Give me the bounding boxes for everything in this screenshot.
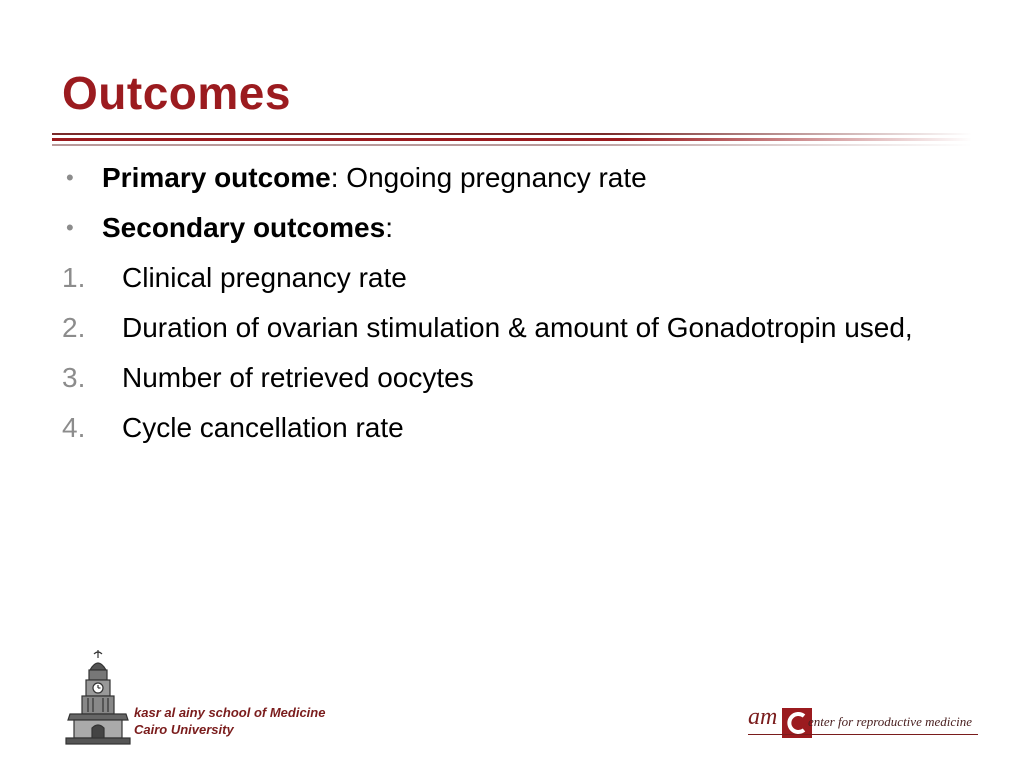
list-item-secondary bbox=[62, 208, 962, 248]
bullet-marker: • bbox=[66, 165, 74, 190]
clock-tower-logo-icon bbox=[62, 648, 134, 748]
slide-title: Outcomes bbox=[62, 67, 291, 119]
footer-right bbox=[748, 700, 988, 750]
title-rule-3 bbox=[52, 144, 972, 146]
item-text: : Ongoing pregnancy rate bbox=[330, 162, 647, 193]
bullet-marker: • bbox=[66, 215, 74, 240]
list-item-2 bbox=[62, 308, 962, 348]
school-name bbox=[134, 704, 325, 738]
item-bold-label: Primary outcome bbox=[102, 162, 331, 193]
number-marker: 1. bbox=[62, 262, 86, 293]
item-text: Clinical pregnancy rate bbox=[122, 262, 407, 293]
title-rule-1 bbox=[52, 133, 972, 135]
item-text: Number of retrieved oocytes bbox=[122, 362, 474, 393]
school-line-1: kasr al ainy school of Medicine bbox=[134, 705, 326, 720]
list-item-4 bbox=[62, 408, 962, 448]
number-marker: 2. bbox=[62, 312, 86, 343]
list-item-3 bbox=[62, 358, 962, 398]
list-item-1 bbox=[62, 258, 962, 298]
item-text: Duration of ovarian stimulation & amount of Gonadotropin used, bbox=[122, 312, 913, 343]
number-marker: 4. bbox=[62, 412, 86, 443]
school-line-2: Cairo University bbox=[134, 722, 234, 737]
number-marker: 3. bbox=[62, 362, 86, 393]
item-bold-label: Secondary outcomes bbox=[102, 212, 386, 243]
item-text: : bbox=[385, 212, 393, 243]
title-rule-2 bbox=[52, 138, 972, 141]
center-underline bbox=[748, 734, 978, 735]
outcomes-list bbox=[62, 158, 962, 458]
list-item-primary bbox=[62, 158, 962, 198]
footer-left bbox=[62, 648, 342, 748]
center-name: enter for reproductive medicine bbox=[808, 714, 973, 729]
center-logo-prefix: am bbox=[748, 704, 778, 730]
item-text: Cycle cancellation rate bbox=[122, 412, 404, 443]
